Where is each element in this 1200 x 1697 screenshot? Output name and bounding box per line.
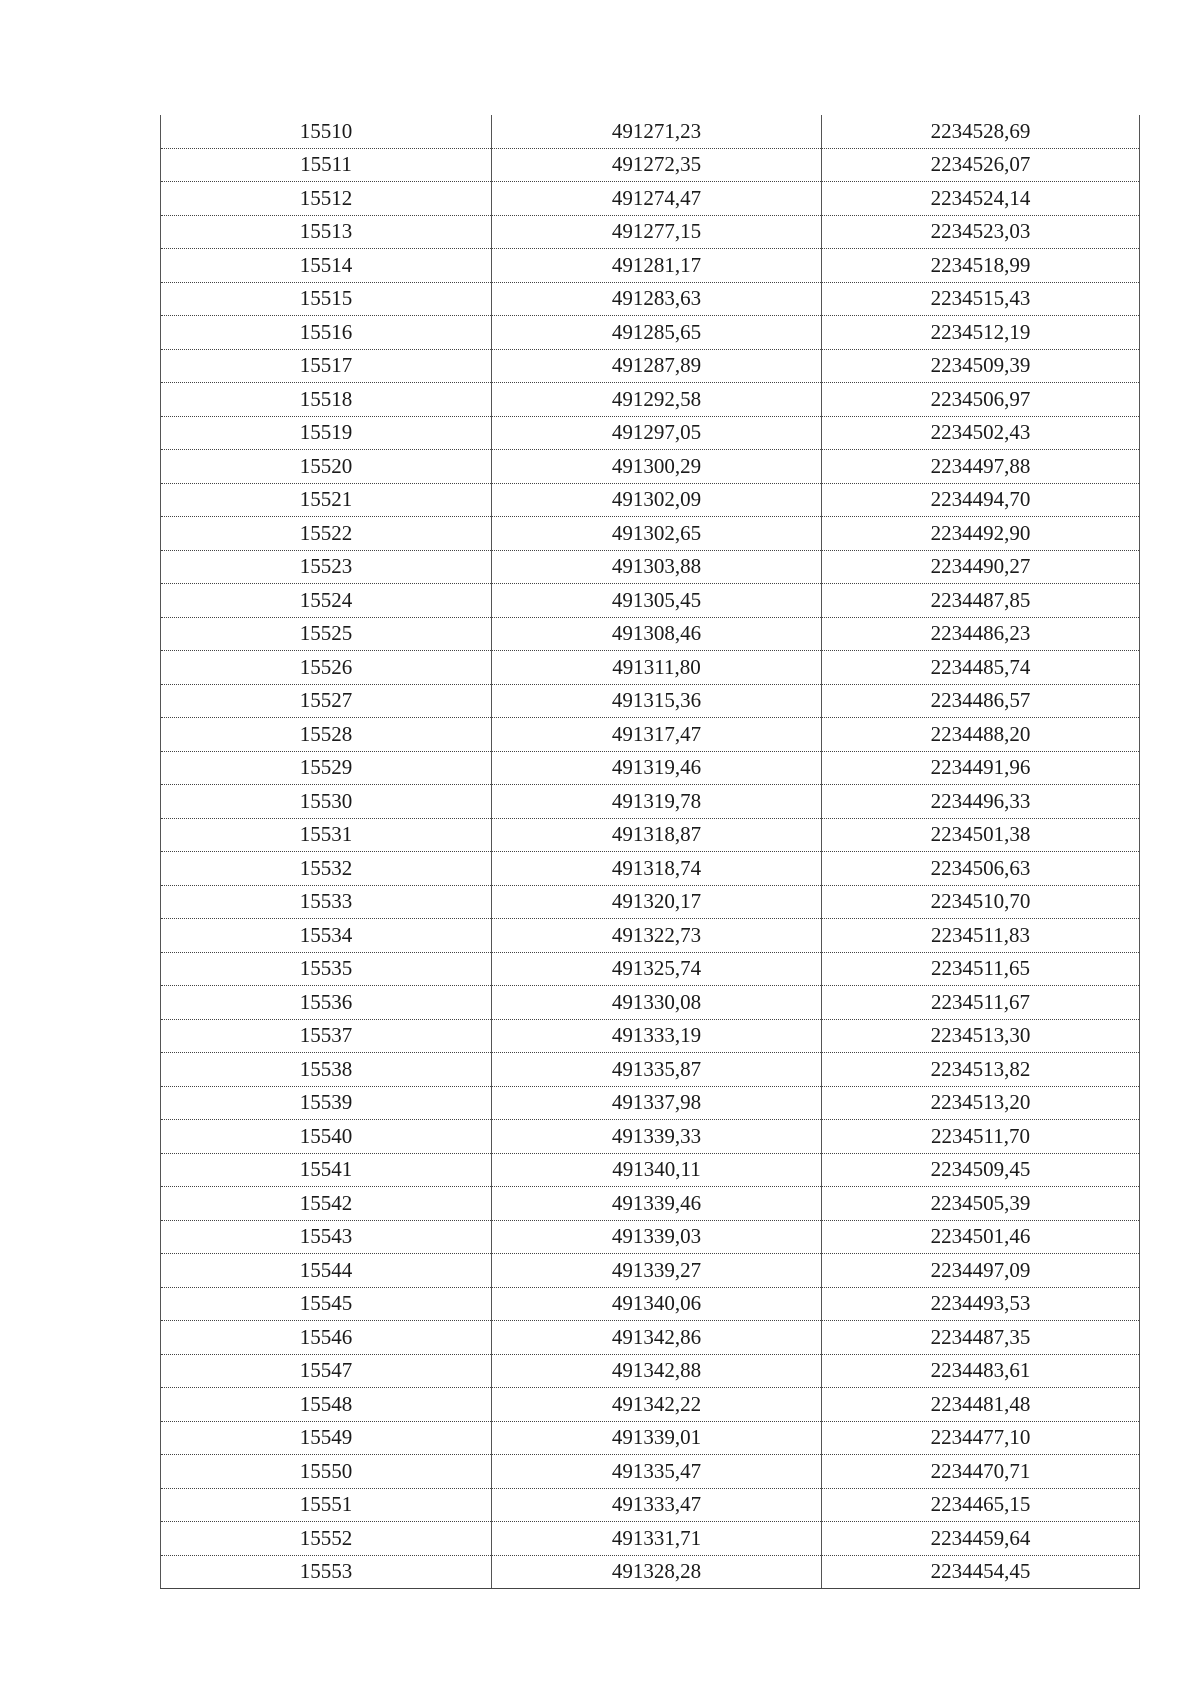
y-coordinate-cell: 2234487,85 bbox=[822, 584, 1140, 618]
table-row bbox=[161, 1120, 1140, 1154]
y-coordinate-cell: 2234494,70 bbox=[822, 483, 1140, 517]
y-coordinate-cell: 2234486,23 bbox=[822, 617, 1140, 651]
point-number-cell: 15532 bbox=[161, 852, 492, 886]
table-row bbox=[161, 852, 1140, 886]
table-row bbox=[161, 282, 1140, 316]
point-number-cell: 15543 bbox=[161, 1220, 492, 1254]
x-coordinate-cell: 491300,29 bbox=[492, 450, 822, 484]
point-number-cell: 15531 bbox=[161, 818, 492, 852]
point-number-cell: 15517 bbox=[161, 349, 492, 383]
table-row bbox=[161, 785, 1140, 819]
y-coordinate-cell: 2234523,03 bbox=[822, 215, 1140, 249]
y-coordinate-cell: 2234483,61 bbox=[822, 1354, 1140, 1388]
point-number-cell: 15522 bbox=[161, 517, 492, 551]
point-number-cell: 15540 bbox=[161, 1120, 492, 1154]
x-coordinate-cell: 491303,88 bbox=[492, 550, 822, 584]
x-coordinate-cell: 491333,47 bbox=[492, 1488, 822, 1522]
point-number-cell: 15533 bbox=[161, 885, 492, 919]
x-coordinate-cell: 491339,01 bbox=[492, 1421, 822, 1455]
table-row bbox=[161, 450, 1140, 484]
x-coordinate-cell: 491271,23 bbox=[492, 115, 822, 148]
y-coordinate-cell: 2234491,96 bbox=[822, 751, 1140, 785]
y-coordinate-cell: 2234513,82 bbox=[822, 1053, 1140, 1087]
y-coordinate-cell: 2234515,43 bbox=[822, 282, 1140, 316]
y-coordinate-cell: 2234512,19 bbox=[822, 316, 1140, 350]
table-row bbox=[161, 1522, 1140, 1556]
y-coordinate-cell: 2234511,67 bbox=[822, 986, 1140, 1020]
table-row bbox=[161, 684, 1140, 718]
y-coordinate-cell: 2234488,20 bbox=[822, 718, 1140, 752]
table-row bbox=[161, 885, 1140, 919]
x-coordinate-cell: 491340,11 bbox=[492, 1153, 822, 1187]
y-coordinate-cell: 2234526,07 bbox=[822, 148, 1140, 182]
point-number-cell: 15530 bbox=[161, 785, 492, 819]
x-coordinate-cell: 491315,36 bbox=[492, 684, 822, 718]
x-coordinate-cell: 491335,47 bbox=[492, 1455, 822, 1489]
x-coordinate-cell: 491317,47 bbox=[492, 718, 822, 752]
table-row bbox=[161, 718, 1140, 752]
x-coordinate-cell: 491302,09 bbox=[492, 483, 822, 517]
y-coordinate-cell: 2234505,39 bbox=[822, 1187, 1140, 1221]
y-coordinate-cell: 2234470,71 bbox=[822, 1455, 1140, 1489]
x-coordinate-cell: 491339,27 bbox=[492, 1254, 822, 1288]
point-number-cell: 15552 bbox=[161, 1522, 492, 1556]
table-row bbox=[161, 1388, 1140, 1422]
point-number-cell: 15528 bbox=[161, 718, 492, 752]
point-number-cell: 15548 bbox=[161, 1388, 492, 1422]
point-number-cell: 15519 bbox=[161, 416, 492, 450]
y-coordinate-cell: 2234528,69 bbox=[822, 115, 1140, 148]
x-coordinate-cell: 491342,88 bbox=[492, 1354, 822, 1388]
x-coordinate-cell: 491308,46 bbox=[492, 617, 822, 651]
x-coordinate-cell: 491342,22 bbox=[492, 1388, 822, 1422]
table-row bbox=[161, 1086, 1140, 1120]
y-coordinate-cell: 2234454,45 bbox=[822, 1555, 1140, 1589]
y-coordinate-cell: 2234486,57 bbox=[822, 684, 1140, 718]
point-number-cell: 15541 bbox=[161, 1153, 492, 1187]
table-row bbox=[161, 1354, 1140, 1388]
point-number-cell: 15544 bbox=[161, 1254, 492, 1288]
x-coordinate-cell: 491272,35 bbox=[492, 148, 822, 182]
point-number-cell: 15521 bbox=[161, 483, 492, 517]
point-number-cell: 15518 bbox=[161, 383, 492, 417]
table-row bbox=[161, 1019, 1140, 1053]
point-number-cell: 15511 bbox=[161, 148, 492, 182]
x-coordinate-cell: 491277,15 bbox=[492, 215, 822, 249]
x-coordinate-cell: 491342,86 bbox=[492, 1321, 822, 1355]
coordinates-table-body bbox=[161, 115, 1140, 1589]
point-number-cell: 15515 bbox=[161, 282, 492, 316]
table-row bbox=[161, 952, 1140, 986]
y-coordinate-cell: 2234509,45 bbox=[822, 1153, 1140, 1187]
y-coordinate-cell: 2234511,65 bbox=[822, 952, 1140, 986]
y-coordinate-cell: 2234492,90 bbox=[822, 517, 1140, 551]
table-row bbox=[161, 349, 1140, 383]
point-number-cell: 15513 bbox=[161, 215, 492, 249]
table-row bbox=[161, 1555, 1140, 1589]
y-coordinate-cell: 2234511,83 bbox=[822, 919, 1140, 953]
y-coordinate-cell: 2234477,10 bbox=[822, 1421, 1140, 1455]
point-number-cell: 15523 bbox=[161, 550, 492, 584]
x-coordinate-cell: 491335,87 bbox=[492, 1053, 822, 1087]
table-row bbox=[161, 751, 1140, 785]
table-row bbox=[161, 249, 1140, 283]
x-coordinate-cell: 491319,46 bbox=[492, 751, 822, 785]
y-coordinate-cell: 2234496,33 bbox=[822, 785, 1140, 819]
x-coordinate-cell: 491322,73 bbox=[492, 919, 822, 953]
table-row bbox=[161, 383, 1140, 417]
x-coordinate-cell: 491339,03 bbox=[492, 1220, 822, 1254]
x-coordinate-cell: 491339,33 bbox=[492, 1120, 822, 1154]
table-row bbox=[161, 1053, 1140, 1087]
y-coordinate-cell: 2234524,14 bbox=[822, 182, 1140, 216]
table-row bbox=[161, 148, 1140, 182]
x-coordinate-cell: 491319,78 bbox=[492, 785, 822, 819]
x-coordinate-cell: 491283,63 bbox=[492, 282, 822, 316]
x-coordinate-cell: 491320,17 bbox=[492, 885, 822, 919]
point-number-cell: 15514 bbox=[161, 249, 492, 283]
y-coordinate-cell: 2234506,97 bbox=[822, 383, 1140, 417]
y-coordinate-cell: 2234506,63 bbox=[822, 852, 1140, 886]
table-row bbox=[161, 1321, 1140, 1355]
x-coordinate-cell: 491337,98 bbox=[492, 1086, 822, 1120]
table-row bbox=[161, 986, 1140, 1020]
table-row bbox=[161, 919, 1140, 953]
point-number-cell: 15512 bbox=[161, 182, 492, 216]
table-row bbox=[161, 651, 1140, 685]
y-coordinate-cell: 2234490,27 bbox=[822, 550, 1140, 584]
table-row bbox=[161, 483, 1140, 517]
table-row bbox=[161, 818, 1140, 852]
y-coordinate-cell: 2234513,20 bbox=[822, 1086, 1140, 1120]
y-coordinate-cell: 2234513,30 bbox=[822, 1019, 1140, 1053]
point-number-cell: 15520 bbox=[161, 450, 492, 484]
x-coordinate-cell: 491274,47 bbox=[492, 182, 822, 216]
x-coordinate-cell: 491287,89 bbox=[492, 349, 822, 383]
table-row bbox=[161, 1488, 1140, 1522]
table-row bbox=[161, 1187, 1140, 1221]
x-coordinate-cell: 491285,65 bbox=[492, 316, 822, 350]
point-number-cell: 15550 bbox=[161, 1455, 492, 1489]
x-coordinate-cell: 491325,74 bbox=[492, 952, 822, 986]
table-row bbox=[161, 1421, 1140, 1455]
coordinates-table bbox=[160, 115, 1140, 1589]
point-number-cell: 15516 bbox=[161, 316, 492, 350]
y-coordinate-cell: 2234511,70 bbox=[822, 1120, 1140, 1154]
table-row bbox=[161, 1254, 1140, 1288]
x-coordinate-cell: 491330,08 bbox=[492, 986, 822, 1020]
y-coordinate-cell: 2234510,70 bbox=[822, 885, 1140, 919]
table-row bbox=[161, 1287, 1140, 1321]
x-coordinate-cell: 491328,28 bbox=[492, 1555, 822, 1589]
y-coordinate-cell: 2234518,99 bbox=[822, 249, 1140, 283]
y-coordinate-cell: 2234497,09 bbox=[822, 1254, 1140, 1288]
point-number-cell: 15537 bbox=[161, 1019, 492, 1053]
y-coordinate-cell: 2234497,88 bbox=[822, 450, 1140, 484]
x-coordinate-cell: 491318,87 bbox=[492, 818, 822, 852]
point-number-cell: 15534 bbox=[161, 919, 492, 953]
y-coordinate-cell: 2234487,35 bbox=[822, 1321, 1140, 1355]
point-number-cell: 15529 bbox=[161, 751, 492, 785]
table-row bbox=[161, 550, 1140, 584]
x-coordinate-cell: 491339,46 bbox=[492, 1187, 822, 1221]
y-coordinate-cell: 2234459,64 bbox=[822, 1522, 1140, 1556]
point-number-cell: 15551 bbox=[161, 1488, 492, 1522]
table-row bbox=[161, 115, 1140, 148]
table-row bbox=[161, 316, 1140, 350]
point-number-cell: 15526 bbox=[161, 651, 492, 685]
y-coordinate-cell: 2234465,15 bbox=[822, 1488, 1140, 1522]
point-number-cell: 15525 bbox=[161, 617, 492, 651]
x-coordinate-cell: 491292,58 bbox=[492, 383, 822, 417]
table-row bbox=[161, 1220, 1140, 1254]
point-number-cell: 15539 bbox=[161, 1086, 492, 1120]
table-row bbox=[161, 517, 1140, 551]
x-coordinate-cell: 491297,05 bbox=[492, 416, 822, 450]
x-coordinate-cell: 491305,45 bbox=[492, 584, 822, 618]
point-number-cell: 15538 bbox=[161, 1053, 492, 1087]
table-row bbox=[161, 1455, 1140, 1489]
table-row bbox=[161, 416, 1140, 450]
table-row bbox=[161, 182, 1140, 216]
x-coordinate-cell: 491311,80 bbox=[492, 651, 822, 685]
table-row bbox=[161, 617, 1140, 651]
y-coordinate-cell: 2234501,38 bbox=[822, 818, 1140, 852]
point-number-cell: 15549 bbox=[161, 1421, 492, 1455]
y-coordinate-cell: 2234485,74 bbox=[822, 651, 1140, 685]
point-number-cell: 15535 bbox=[161, 952, 492, 986]
point-number-cell: 15542 bbox=[161, 1187, 492, 1221]
x-coordinate-cell: 491281,17 bbox=[492, 249, 822, 283]
table-row bbox=[161, 215, 1140, 249]
point-number-cell: 15527 bbox=[161, 684, 492, 718]
x-coordinate-cell: 491318,74 bbox=[492, 852, 822, 886]
x-coordinate-cell: 491340,06 bbox=[492, 1287, 822, 1321]
point-number-cell: 15553 bbox=[161, 1555, 492, 1589]
table-row bbox=[161, 1153, 1140, 1187]
point-number-cell: 15524 bbox=[161, 584, 492, 618]
y-coordinate-cell: 2234481,48 bbox=[822, 1388, 1140, 1422]
x-coordinate-cell: 491331,71 bbox=[492, 1522, 822, 1556]
point-number-cell: 15545 bbox=[161, 1287, 492, 1321]
point-number-cell: 15546 bbox=[161, 1321, 492, 1355]
x-coordinate-cell: 491302,65 bbox=[492, 517, 822, 551]
point-number-cell: 15510 bbox=[161, 115, 492, 148]
y-coordinate-cell: 2234493,53 bbox=[822, 1287, 1140, 1321]
point-number-cell: 15547 bbox=[161, 1354, 492, 1388]
x-coordinate-cell: 491333,19 bbox=[492, 1019, 822, 1053]
point-number-cell: 15536 bbox=[161, 986, 492, 1020]
y-coordinate-cell: 2234502,43 bbox=[822, 416, 1140, 450]
y-coordinate-cell: 2234501,46 bbox=[822, 1220, 1140, 1254]
y-coordinate-cell: 2234509,39 bbox=[822, 349, 1140, 383]
table-row bbox=[161, 584, 1140, 618]
